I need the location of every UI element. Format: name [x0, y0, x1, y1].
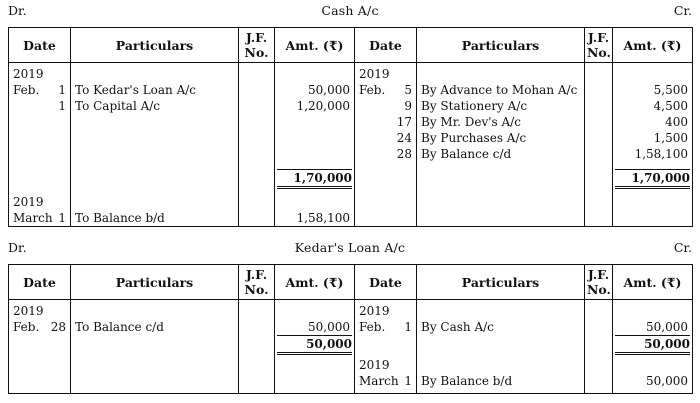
date-cell	[9, 162, 71, 169]
loan-dr-label: Dr.	[8, 240, 27, 255]
particulars-cell	[71, 162, 239, 169]
table-row	[9, 98, 693, 114]
particulars-cell: By Cash A/c	[417, 319, 585, 335]
date-year: 2019	[359, 358, 390, 372]
particulars-cell: To Kedar's Loan A/c	[71, 82, 239, 98]
date-cell	[9, 169, 71, 189]
amount-cell: 5,500	[613, 82, 693, 98]
date-cell	[9, 319, 71, 335]
col-header: Amt. (₹)	[613, 28, 693, 63]
debit-total: 1,70,000	[277, 169, 352, 189]
date-day: 28	[396, 147, 412, 161]
date-cell	[355, 146, 417, 162]
date-cell	[355, 114, 417, 130]
amount-cell: 1,58,100	[275, 210, 355, 227]
date-cell	[355, 373, 417, 394]
date-year: 2019	[359, 67, 390, 81]
amount-cell: 4,500	[613, 98, 693, 114]
particulars-cell	[71, 169, 239, 189]
date-day: 17	[396, 115, 412, 129]
jf-cell	[585, 373, 613, 394]
particulars-cell: By Purchases A/c	[417, 130, 585, 146]
date-cell	[355, 169, 417, 189]
cash-account-title: Cash A/c	[321, 3, 379, 18]
col-header: Particulars	[71, 265, 239, 300]
jf-cell	[585, 162, 613, 169]
date-cell	[355, 300, 417, 320]
date-month: March	[13, 211, 53, 225]
col-header: Date	[9, 265, 71, 300]
date-cell	[9, 189, 71, 210]
jf-cell	[239, 98, 275, 114]
col-header: Particulars	[71, 28, 239, 63]
col-header: Date	[355, 28, 417, 63]
loan-ledger-table	[8, 264, 693, 394]
table-row	[9, 63, 693, 83]
amount-cell	[613, 162, 693, 169]
col-header: Amt. (₹)	[613, 265, 693, 300]
date-cell	[9, 335, 71, 355]
date-cell	[355, 335, 417, 355]
date-day: 1	[58, 211, 66, 225]
jf-cell	[585, 355, 613, 373]
total-row	[9, 335, 693, 355]
amount-cell: 1,500	[613, 130, 693, 146]
date-cell	[9, 114, 71, 130]
particulars-cell: By Advance to Mohan A/c	[417, 82, 585, 98]
particulars-cell	[417, 189, 585, 210]
particulars-cell	[417, 355, 585, 373]
amount-cell: 50,000	[613, 319, 693, 335]
credit-total: 50,000	[615, 335, 690, 355]
total-amount-cell	[613, 335, 693, 355]
total-amount-cell	[275, 169, 355, 189]
date-year: 2019	[359, 304, 390, 318]
particulars-cell	[71, 130, 239, 146]
amount-cell	[275, 189, 355, 210]
amount-cell	[275, 63, 355, 83]
particulars-cell	[71, 146, 239, 162]
credit-total: 1,70,000	[615, 169, 690, 189]
particulars-cell: To Balance b/d	[71, 210, 239, 227]
particulars-cell: By Balance c/d	[417, 146, 585, 162]
col-header: J.F. No.	[585, 265, 613, 300]
date-day: 24	[396, 131, 412, 145]
loan-cr-label: Cr.	[673, 240, 692, 255]
jf-cell	[239, 355, 275, 373]
debit-total: 50,000	[277, 335, 352, 355]
date-cell	[355, 162, 417, 169]
date-cell	[355, 98, 417, 114]
particulars-cell	[71, 335, 239, 355]
date-day: 28	[50, 320, 66, 334]
jf-cell	[239, 63, 275, 83]
particulars-cell	[71, 355, 239, 373]
amount-cell: 50,000	[613, 373, 693, 394]
col-header: Date	[9, 28, 71, 63]
date-month: Feb.	[359, 83, 386, 97]
date-year: 2019	[13, 304, 44, 318]
jf-cell	[239, 169, 275, 189]
date-cell	[355, 319, 417, 335]
particulars-cell: By Stationery A/c	[417, 98, 585, 114]
col-header: Particulars	[417, 265, 585, 300]
particulars-cell	[417, 300, 585, 320]
col-header: J.F. No.	[239, 28, 275, 63]
amount-cell	[275, 355, 355, 373]
date-month	[359, 146, 390, 162]
col-header: J.F. No.	[585, 28, 613, 63]
loan-header-row	[9, 265, 693, 300]
particulars-cell	[417, 63, 585, 83]
date-day: 1	[58, 83, 66, 97]
jf-cell	[239, 335, 275, 355]
date-cell	[9, 82, 71, 98]
date-cell	[355, 63, 417, 83]
amount-cell: 50,000	[275, 319, 355, 335]
particulars-cell	[71, 189, 239, 210]
table-row	[9, 114, 693, 130]
col-header: Amt. (₹)	[275, 28, 355, 63]
jf-cell	[239, 189, 275, 210]
date-year: 2019	[13, 195, 44, 209]
date-cell	[355, 355, 417, 373]
date-cell	[9, 210, 71, 227]
cash-dr-label: Dr.	[8, 3, 27, 18]
particulars-cell	[417, 169, 585, 189]
spacer-row	[9, 162, 693, 169]
amount-cell	[275, 146, 355, 162]
date-day: 5	[404, 83, 412, 97]
jf-cell	[239, 162, 275, 169]
date-month: Feb.	[13, 320, 40, 334]
amount-cell	[275, 130, 355, 146]
amount-cell: 1,58,100	[613, 146, 693, 162]
jf-cell	[239, 146, 275, 162]
particulars-cell	[417, 335, 585, 355]
table-row	[9, 82, 693, 98]
jf-cell	[585, 210, 613, 227]
particulars-cell	[71, 300, 239, 320]
jf-cell	[585, 169, 613, 189]
table-row	[9, 300, 693, 320]
col-header: J.F. No.	[239, 265, 275, 300]
col-header: Particulars	[417, 28, 585, 63]
date-day: 9	[404, 99, 412, 113]
date-cell	[9, 98, 71, 114]
jf-cell	[585, 146, 613, 162]
amount-cell: 400	[613, 114, 693, 130]
date-cell	[9, 130, 71, 146]
jf-cell	[585, 189, 613, 210]
loan-account-caption	[8, 240, 692, 256]
particulars-cell: To Balance c/d	[71, 319, 239, 335]
col-header: Date	[355, 265, 417, 300]
amount-cell: 1,20,000	[275, 98, 355, 114]
total-amount-cell	[613, 169, 693, 189]
jf-cell	[585, 335, 613, 355]
amount-cell	[275, 300, 355, 320]
amount-cell: 50,000	[275, 82, 355, 98]
table-row	[9, 146, 693, 162]
amount-cell	[613, 210, 693, 227]
date-day: 1	[404, 320, 412, 334]
particulars-cell: By Balance b/d	[417, 373, 585, 394]
total-amount-cell	[275, 335, 355, 355]
amount-cell	[613, 300, 693, 320]
jf-cell	[239, 300, 275, 320]
amount-cell	[613, 189, 693, 210]
jf-cell	[585, 98, 613, 114]
particulars-cell: To Capital A/c	[71, 98, 239, 114]
date-day: 1	[404, 374, 412, 388]
date-cell	[9, 355, 71, 373]
amount-cell	[613, 355, 693, 373]
cash-header-row	[9, 28, 693, 63]
date-month: Feb.	[13, 83, 40, 97]
jf-cell	[239, 210, 275, 227]
table-row	[9, 130, 693, 146]
jf-cell	[585, 63, 613, 83]
date-year: 2019	[13, 67, 44, 81]
date-month: March	[359, 374, 399, 388]
date-cell	[9, 63, 71, 83]
cash-cr-label: Cr.	[673, 3, 692, 18]
date-month	[359, 130, 390, 146]
jf-cell	[239, 373, 275, 394]
date-month	[359, 98, 390, 114]
date-cell	[9, 300, 71, 320]
jf-cell	[239, 82, 275, 98]
amount-cell	[613, 63, 693, 83]
amount-cell	[275, 162, 355, 169]
amount-cell	[275, 114, 355, 130]
table-row	[9, 373, 693, 394]
date-cell	[355, 82, 417, 98]
cash-ledger-table	[8, 27, 693, 227]
table-row	[9, 319, 693, 335]
table-row	[9, 189, 693, 210]
date-cell	[355, 130, 417, 146]
table-row	[9, 210, 693, 227]
particulars-cell	[417, 162, 585, 169]
date-month	[359, 114, 390, 130]
particulars-cell	[71, 63, 239, 83]
jf-cell	[239, 114, 275, 130]
col-header: Amt. (₹)	[275, 265, 355, 300]
jf-cell	[239, 130, 275, 146]
particulars-cell	[71, 373, 239, 394]
loan-account-title: Kedar's Loan A/c	[294, 240, 406, 255]
jf-cell	[585, 130, 613, 146]
particulars-cell	[417, 210, 585, 227]
jf-cell	[585, 319, 613, 335]
particulars-cell: By Mr. Dev's A/c	[417, 114, 585, 130]
date-cell	[9, 373, 71, 394]
particulars-cell	[71, 114, 239, 130]
jf-cell	[585, 82, 613, 98]
date-month	[13, 98, 44, 114]
jf-cell	[585, 114, 613, 130]
total-row	[9, 169, 693, 189]
date-cell	[355, 189, 417, 210]
cash-account-caption	[8, 3, 692, 19]
date-cell	[9, 146, 71, 162]
date-day: 1	[58, 99, 66, 113]
date-cell	[355, 210, 417, 227]
amount-cell	[275, 373, 355, 394]
jf-cell	[239, 319, 275, 335]
jf-cell	[585, 300, 613, 320]
table-row	[9, 355, 693, 373]
date-month: Feb.	[359, 320, 386, 334]
